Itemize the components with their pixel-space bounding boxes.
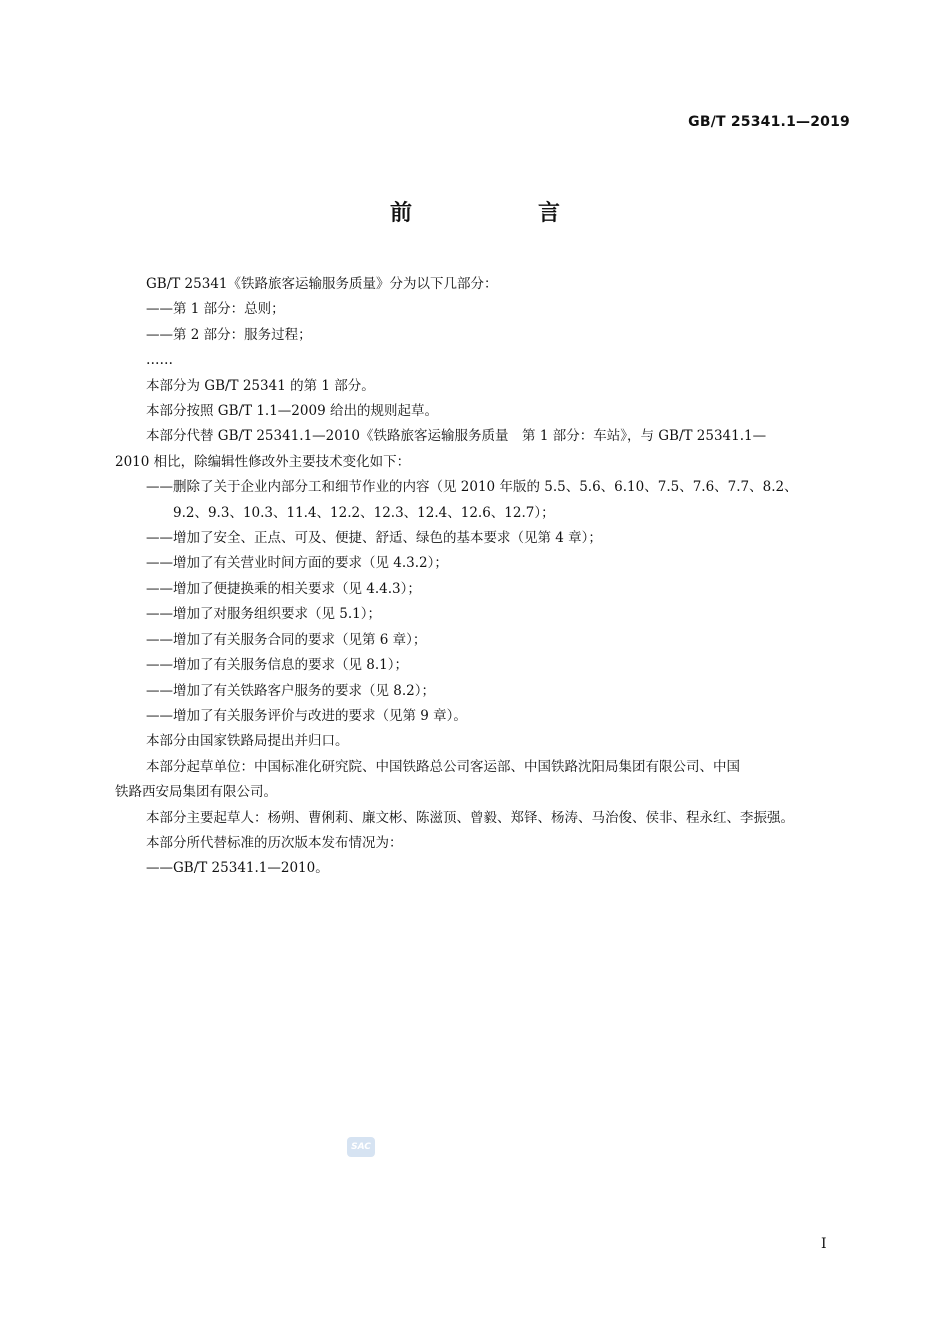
document-body xyxy=(115,272,850,882)
change-item-business-hours: ——增加了有关营业时间方面的要求（见 4.3.2）； xyxy=(146,555,448,572)
change-item-transfer: ——增加了便捷换乘的相关要求（见 4.4.3）； xyxy=(146,580,421,597)
change-item-service-contract: ——增加了有关服务合同的要求（见第 6 章）； xyxy=(146,631,427,648)
paragraph-proposed-by: 本部分由国家铁路局提出并归口。 xyxy=(146,733,349,750)
paragraph-drafting-rule: 本部分按照 GB/T 1.1—2009 给出的规则起草。 xyxy=(146,403,438,420)
standard-code: GB/T 25341.1—2019 xyxy=(688,114,850,130)
paragraph-drafters: 本部分主要起草人：杨朔、曹俐莉、廉文彬、陈滋顶、曾毅、郑铎、杨涛、马治俊、侯非、程永红、李振强。 xyxy=(146,809,794,826)
change-item-service-information: ——增加了有关服务信息的要求（见 8.1）； xyxy=(146,657,409,674)
list-item-part2: ——第 2 部分：服务过程； xyxy=(146,326,312,343)
history-item: ——GB/T 25341.1—2010。 xyxy=(146,860,329,877)
change-item-service-organization: ——增加了对服务组织要求（见 5.1）； xyxy=(146,606,382,623)
change-item-deleted-line1: ——删除了关于企业内部分工和细节作业的内容（见 2010 年版的 5.5、5.6、6.10、7.5、7.6、7.7、8.2、 xyxy=(146,479,798,496)
page-number: I xyxy=(821,1236,827,1252)
change-item-basic-requirements: ——增加了安全、正点、可及、便捷、舒适、绿色的基本要求（见第 4 章）； xyxy=(146,530,602,547)
paragraph-drafting-units-line1: 本部分起草单位：中国标准化研究院、中国铁路总公司客运部、中国铁路沈阳局集团有限公司、中国 xyxy=(146,758,740,775)
paragraph-intro: GB/T 25341《铁路旅客运输服务质量》分为以下几部分： xyxy=(146,276,498,292)
change-item-customer-service: ——增加了有关铁路客户服务的要求（见 8.2）； xyxy=(146,682,436,699)
paragraph-replaces-line1: 本部分代替 GB/T 25341.1—2010《铁路旅客运输服务质量 第 1 部分：车站》，与 GB/T 25341.1— xyxy=(146,428,767,445)
change-item-evaluation: ——增加了有关服务评价与改进的要求（见第 9 章）。 xyxy=(146,707,467,724)
paragraph-history: 本部分所代替标准的历次版本发布情况为： xyxy=(146,834,403,851)
list-ellipsis: …… xyxy=(146,352,173,369)
page-title: 前 言 xyxy=(389,201,612,226)
list-item-part1: ——第 1 部分：总则； xyxy=(146,301,285,318)
paragraph-drafting-units-line2: 铁路西安局集团有限公司。 xyxy=(115,784,277,801)
sac-watermark-logo: SAC xyxy=(347,1137,375,1157)
paragraph-replaces-line2: 2010 相比，除编辑性修改外主要技术变化如下： xyxy=(115,453,411,470)
paragraph-part-of: 本部分为 GB/T 25341 的第 1 部分。 xyxy=(146,377,375,394)
change-item-deleted-line2: 9.2、9.3、10.3、11.4、12.2、12.3、12.4、12.6、12.7）； xyxy=(173,504,555,521)
